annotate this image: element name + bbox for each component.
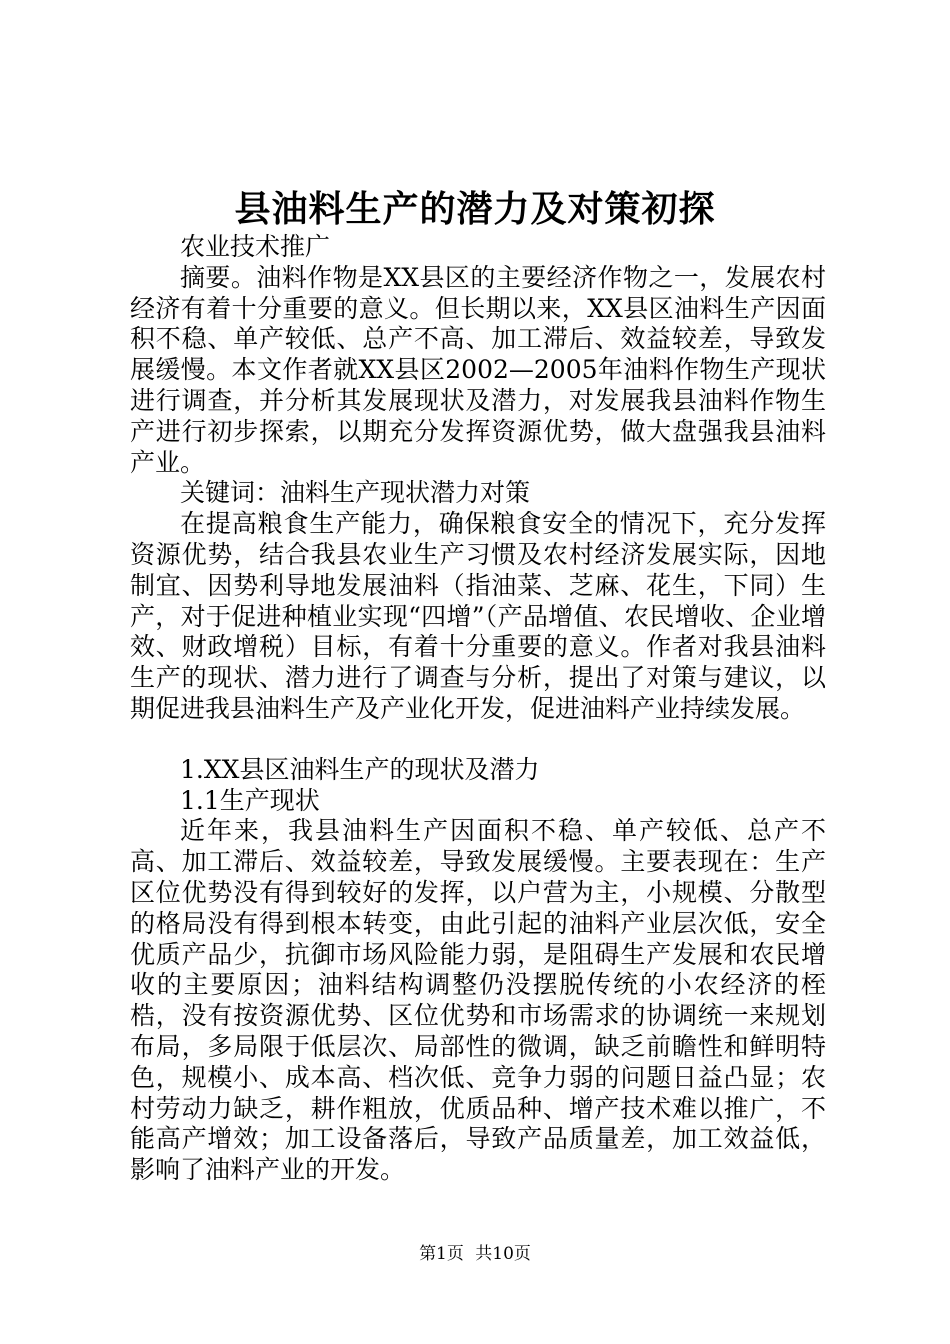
category-line: 农业技术推广 (180, 232, 331, 261)
paragraph-gap (130, 725, 826, 755)
abstract-paragraph: 摘要。油料作物是XX县区的主要经济作物之一，发展农村经济有着十分重要的意义。但长期以来，XX县区油料生产因面积不稳、单产较低、总产不高、加工滞后、效益较差，导致发展缓慢。本文作者就XX县区2002—2005年油料作物生产现状进行调查，并分析其发展现状及潜力，对发展我县油料作物生产进行初步探索，以期充分发挥资源优势，做大盘强我县油料产业。 (130, 262, 826, 477)
page-number-total: 共10页 (475, 1244, 531, 1264)
document-body (130, 232, 826, 1186)
section-1-1-paragraph: 近年来，我县油料生产因面积不稳、单产较低、总产不高、加工滞后、效益较差，导致发展缓慢。主要表现在：生产区位优势没有得到较好的发挥，以户营为主，小规模、分散型的格局没有得到根本转变，由此引起的油料产业层次低，安全优质产品少，抗御市场风险能力弱，是阻碍生产发展和农民增收的主要原因；油料结构调整仍没摆脱传统的小农经济的桎梏，没有按资源优势、区位优势和市场需求的协调统一来规划布局，多局限于低层次、局部性的微调，缺乏前瞻性和鲜明特色，规模小、成本高、档次低、竞争力弱的问题日益凸显；农村劳动力缺乏，耕作粗放，优质品种、增产技术难以推广，不能高产增效；加工设备落后，导致产品质量差，加工效益低，影响了油料产业的开发。 (130, 816, 826, 1185)
intro-paragraph: 在提高粮食生产能力，确保粮食安全的情况下，充分发挥资源优势，结合我县农业生产习惯及农村经济发展实际，因地制宜、因势利导地发展油料（指油菜、芝麻、花生，下同）生产，对于促进种植业实现“四增”（产品增值、农民增收、企业增效、财政增税）目标，有着十分重要的意义。作者对我县油料生产的现状、潜力进行了调查与分析，提出了对策与建议，以期促进我县油料生产及产业化开发，促进油料产业持续发展。 (130, 509, 826, 723)
page-footer (0, 1242, 950, 1266)
section-heading-1-1: 1.1生产现状 (180, 785, 320, 815)
page-number-current: 第1页 (419, 1244, 464, 1264)
document-title: 县油料生产的潜力及对策初探 (234, 188, 716, 230)
keywords-line: 关键词：油料生产现状潜力对策 (180, 478, 531, 508)
section-heading-1: 1.XX县区油料生产的现状及潜力 (180, 754, 540, 784)
